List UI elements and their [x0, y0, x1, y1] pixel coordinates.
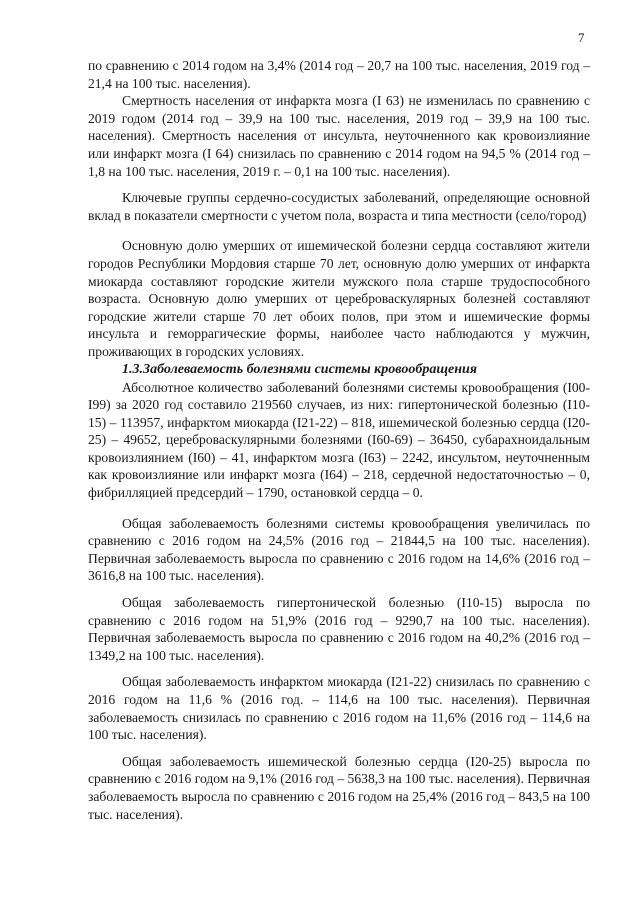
paragraph-myocardial-infarction-morbidity: Общая заболеваемость инфарктом миокарда (I21-22) снизилась по сравнению с 2016 годом на 11,6 % (2016 год. – 114,6 на 100 тыс. населения). Первичная заболеваемость снизилась по сравнению с 2016 годом на 11,6% (2016 год – 114,6 на 100 тыс. населения). — [88, 674, 590, 743]
paragraph-brain-infarction-mortality: Смертность населения от инфаркта мозга (I 63) не изменилась по сравнению с 2019 годом (2014 год – 39,9 на 100 тыс. населения, 2019 год – 39,9 на 100 тыс. населения). Смертность населения от инсульта, неуточненного как кровоизлияние или инфаркт мозга (I 64) снизилась по сравнению с 2014 годом на 94,5 % (2014 год – 1,8 на 100 тыс. населения, 2019 г. – 0,1 на 100 тыс. населения). — [88, 93, 590, 179]
paragraph-hypertension-morbidity: Общая заболеваемость гипертонической болезнью (I10-15) выросла по сравнению с 2016 годом на 51,9% (2016 год – 9290,7 на 100 тыс. населения). Первичная заболеваемость выросла по сравнению с 2016 годом на 40,2% (2016 год – 1349,2 на 100 тыс. населения). — [88, 595, 590, 663]
section-heading: 1.3.Заболеваемость болезнями системы кровообращения — [122, 361, 477, 377]
paragraph-key-groups: Ключевые группы сердечно-сосудистых заболеваний, определяющие основной вклад в показатели смертности с учетом пола, возраста и типа местности (село/город) — [88, 190, 590, 223]
paragraph-ischemic-heart-disease-morbidity: Общая заболеваемость ишемической болезнью сердца (I20-25) выросла по сравнению с 2016 годом на 9,1% (2016 год – 5638,3 на 100 тыс. населения). Первичная заболеваемость выросла по сравнению с 2016 годом на 25,4% (2016 год – 843,5 на 100 тыс. населения). — [88, 753, 590, 822]
document-body — [88, 57, 590, 823]
paragraph-mortality-share: Основную долю умерших от ишемической болезни сердца составляют жители городов Республики Мордовия старше 70 лет, основную долю умерших от инфаркта миокарда составляют городские жители мужского пола старше трудоспособного возраста. Основную долю умерших от цереброваскулярных болезней составляют городские жители старше 70 лет обоих полов, при этом и ишемические формы инсульта и геморрагические формы, наиболее часто наблюдаются у мужчин, проживающих в городских условиях. — [88, 238, 590, 359]
page-number: 7 — [578, 30, 585, 45]
paragraph-absolute-count: Абсолютное количество заболеваний болезнями системы кровообращения (I00-I99) за 2020 год составило 219560 случаев, из них: гипертонической болезнью (I10-15) – 113957, инфарктом миокарда (I21-22) – 818, ишемической болезнью сердца (I20-25) – 49652, цереброваскулярными болезнями (I60-69) – 36450, субарахноидальным кровоизлиянием (I60) – 41, инфарктом мозга (I63) – 2242, инсультом, неуточненным как кровоизлияние или инфаркт мозга (I64) – 218, сердечной недостаточностью – 0, фибрилляцией предсердий – 1790, остановкой сердца – 0. — [88, 379, 590, 501]
paragraph-total-morbidity: Общая заболеваемость болезнями системы кровообращения увеличилась по сравнению с 2016 годом на 24,5% (2016 год – 21844,5 на 100 тыс. населения). Первичная заболеваемость выросла по сравнению с 2016 годом на 14,6% (2016 год – 3616,8 на 100 тыс. населения). — [88, 515, 590, 584]
paragraph-stroke-mortality-continued: по сравнению с 2014 годом на 3,4% (2014 год – 20,7 на 100 тыс. населения, 2019 год – 21,4 на 100 тыс. населения). — [88, 58, 590, 91]
